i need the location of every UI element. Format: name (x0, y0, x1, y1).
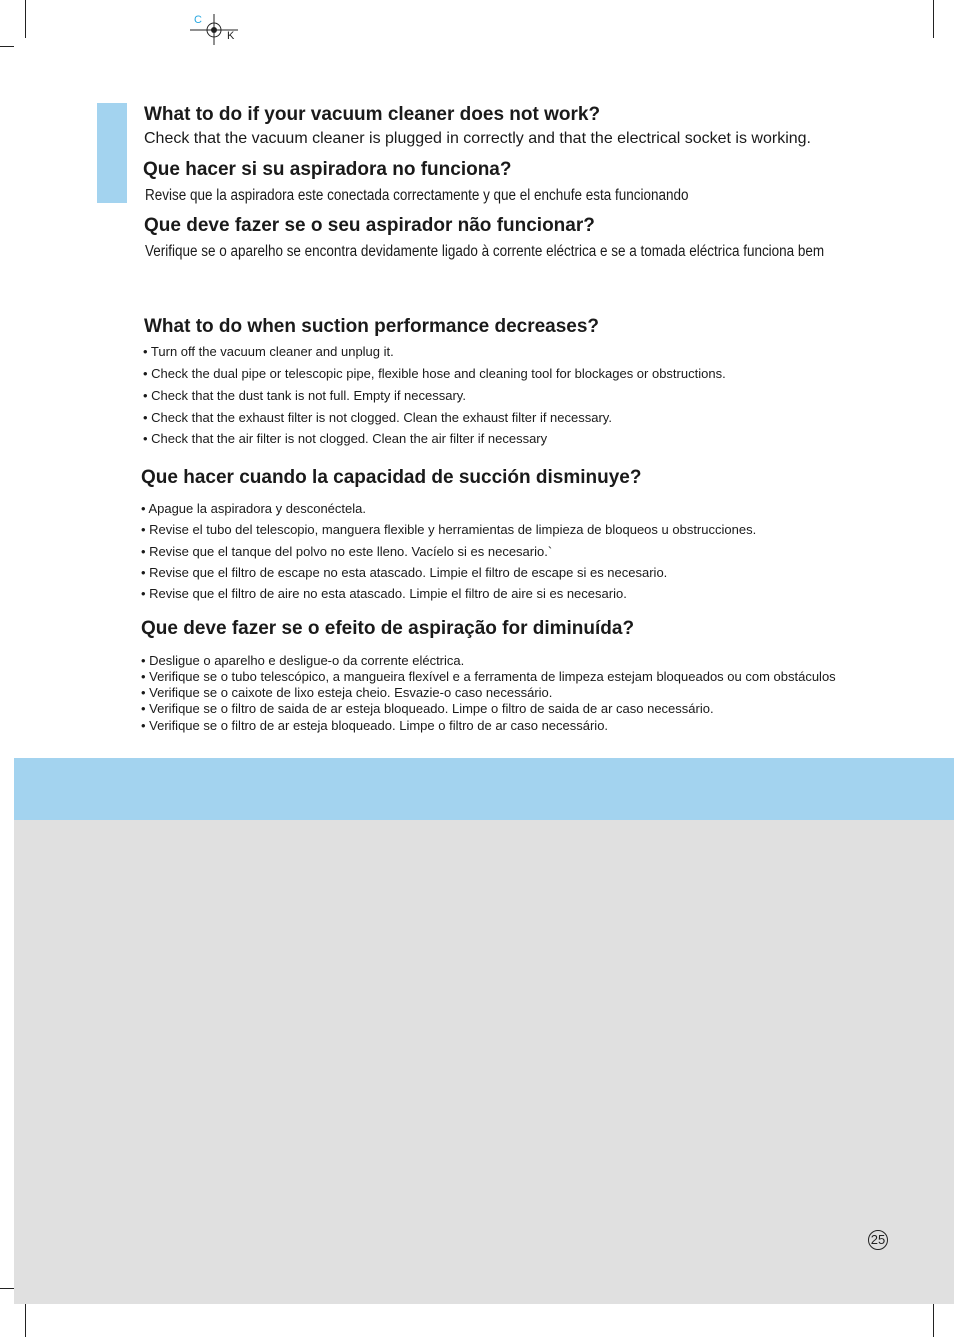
blue-band (14, 758, 954, 820)
crop-mark (933, 0, 934, 38)
section-side-bar (97, 103, 127, 203)
text-not-work-en: Check that the vacuum cleaner is plugged in correctly and that the electrical socket is working. (144, 130, 811, 147)
registration-c-label: C (194, 14, 202, 26)
crop-mark (25, 1303, 26, 1337)
list-item: • Check that the air filter is not clogged. Clean the air filter if necessary (143, 431, 548, 446)
list-item: • Check that the dust tank is not full. Empty if necessary. (143, 388, 466, 403)
page-number: 25 (868, 1230, 888, 1250)
text-not-work-es: Revise que la aspiradora este conectada correctamente y que el enchufe esta funcionando (145, 187, 689, 204)
list-item: • Apague la aspiradora y desconéctela. (141, 501, 366, 516)
heading-not-work-es: Que hacer si su aspiradora no funciona? (143, 159, 512, 180)
list-item: • Revise que el filtro de escape no esta atascado. Limpie el filtro de escape si es necesario. (141, 565, 668, 580)
list-item: • Revise que el filtro de aire no esta atascado. Limpie el filtro de aire si es necesario. (141, 586, 627, 601)
text-not-work-pt: Verifique se o aparelho se encontra devidamente ligado à corrente eléctrica e se a tomada eléctrica funciona bem (145, 243, 825, 260)
list-item: • Verifique se o filtro de ar esteja bloqueado. Limpe o filtro de ar caso necessário. (141, 718, 609, 733)
heading-suction-pt: Que deve fazer se o efeito de aspiração for diminuída? (141, 618, 635, 639)
list-item: • Revise que el tanque del polvo no este lleno. Vacíelo si es necesario.` (141, 544, 553, 559)
registration-k-label: K (227, 30, 235, 42)
list-item: • Verifique se o filtro de saida de ar esteja bloqueado. Limpe o filtro de saida de ar caso necessário. (141, 701, 714, 716)
list-item: • Verifique se o tubo telescópico, a mangueira flexível e a ferramenta de limpeza estejam bloqueados ou com obstáculos (141, 669, 836, 684)
crop-mark (0, 1288, 14, 1289)
registration-mark (190, 12, 240, 46)
grey-panel (14, 820, 954, 1304)
crop-mark (933, 1303, 934, 1337)
list-item: • Turn off the vacuum cleaner and unplug it. (143, 344, 394, 359)
crop-mark (25, 0, 26, 38)
heading-not-work-en: What to do if your vacuum cleaner does not work? (144, 104, 601, 125)
heading-suction-en: What to do when suction performance decreases? (144, 316, 600, 337)
list-item: • Check the dual pipe or telescopic pipe, flexible hose and cleaning tool for blockages or obstructions. (143, 366, 726, 381)
crop-mark (0, 46, 14, 47)
heading-suction-es: Que hacer cuando la capacidad de succión disminuye? (141, 467, 642, 488)
list-item: • Desligue o aparelho e desligue-o da corrente eléctrica. (141, 653, 465, 668)
heading-not-work-pt: Que deve fazer se o seu aspirador não funcionar? (144, 215, 595, 236)
list-item: • Check that the exhaust filter is not clogged. Clean the exhaust filter if necessary. (143, 410, 612, 425)
list-item: • Revise el tubo del telescopio, manguera flexible y herramientas de limpieza de bloqueos u obstrucciones. (141, 522, 757, 537)
list-item: • Verifique se o caixote de lixo esteja cheio. Esvazie-o caso necessário. (141, 685, 553, 700)
